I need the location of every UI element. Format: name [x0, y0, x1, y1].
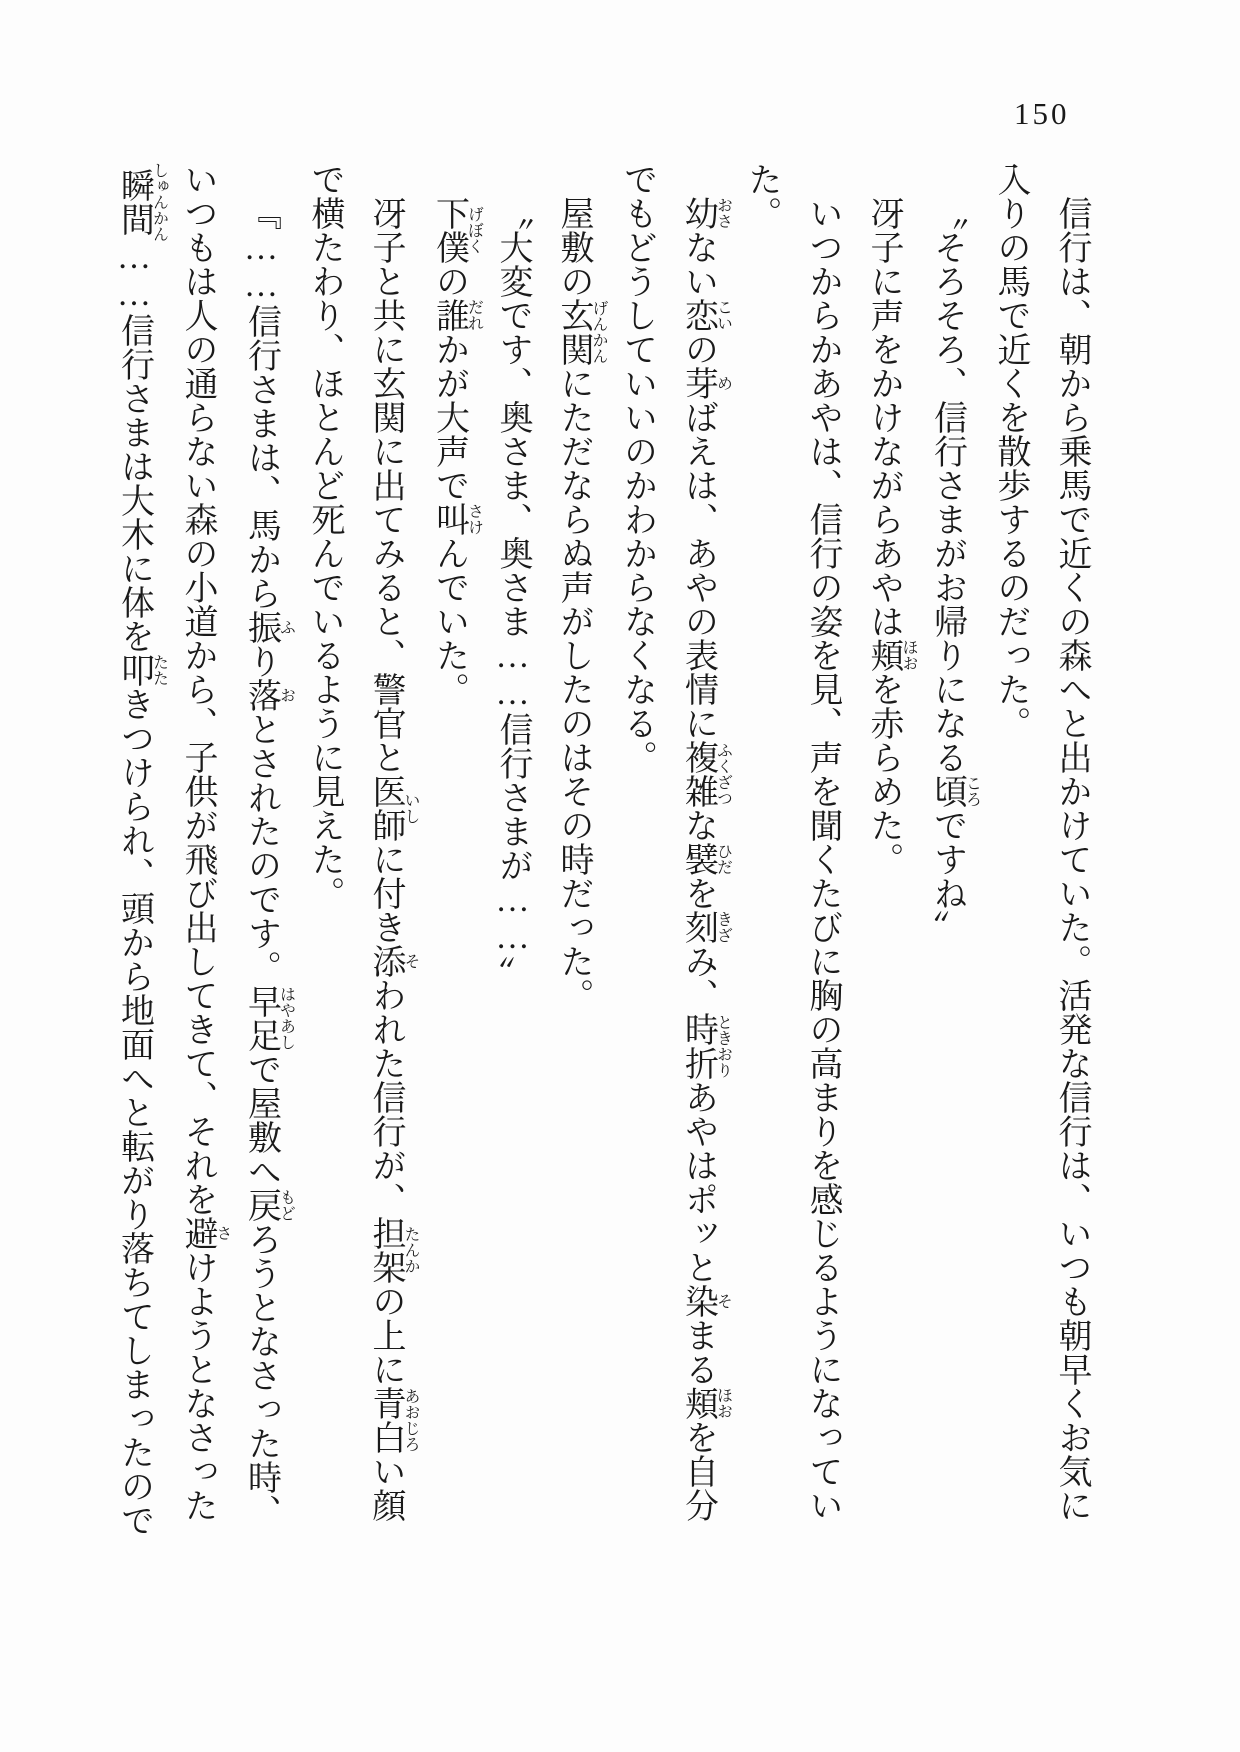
ruby-word: 頃ころ — [928, 774, 981, 808]
page-number: 150 — [1014, 96, 1070, 131]
text-line: いつもは人の通らない森の小道から、子供が飛び出してきて、それを避さけようとなさった — [179, 162, 231, 1522]
text-line: 〝そろそろ、信行さまがお帰りになる頃ころですね〟 — [928, 196, 981, 944]
text-line: 冴子に声をかけながらあやは頬ほおを赤らめた。 — [865, 196, 917, 876]
ruby-word: 下僕げぼく — [430, 196, 483, 264]
ruby-word: 医師いし — [367, 774, 419, 842]
furigana: ふくざつ — [714, 740, 732, 808]
ruby-word: 落お — [242, 678, 295, 712]
ruby-word: 幼おさ — [679, 196, 732, 230]
furigana: はやあし — [277, 984, 295, 1052]
ruby-word: 叩たた — [115, 653, 168, 687]
ruby-word: 添そ — [367, 944, 419, 978]
furigana: ころ — [963, 774, 981, 808]
furigana: さ — [214, 1216, 231, 1250]
furigana: げぼく — [465, 196, 483, 264]
ruby-word: 戻もど — [242, 1188, 295, 1222]
furigana: そ — [714, 1284, 732, 1318]
furigana: もど — [277, 1188, 295, 1222]
text-line: 信行は、朝から乗馬で近くの森へと出かけていた。活発な信行は、いつも朝早くお気に — [1053, 196, 1090, 1522]
ruby-word: 時折ときおり — [679, 1012, 732, 1080]
furigana: きざ — [714, 910, 732, 944]
furigana: いし — [402, 774, 419, 842]
ruby-word: 染そ — [679, 1284, 732, 1318]
furigana: あおじろ — [402, 1386, 419, 1454]
furigana: お — [277, 678, 295, 712]
ruby-word: 担架たんか — [367, 1216, 419, 1284]
ruby-word: 早足はやあし — [242, 984, 295, 1052]
furigana: そ — [402, 944, 419, 978]
text-line: 瞬間しゅんかん……信行さまは大木に体を叩たたきつけられ、頭から地面へと転がり落ちてしまったので — [115, 162, 168, 1537]
ruby-word: 瞬間しゅんかん — [115, 162, 168, 242]
text-line: 屋敷の玄関げんかんにただならぬ声がしたのはその時だった。 — [555, 196, 607, 1012]
furigana: ときおり — [714, 1012, 732, 1080]
ruby-word: 振ふ — [242, 610, 295, 644]
ruby-word: 刻きざ — [679, 910, 732, 944]
text-line: 〝大変です、奥さま、奥さま……信行さまが……〟 — [494, 196, 531, 990]
furigana: ほお — [714, 1386, 732, 1420]
ruby-word: 叫さけ — [430, 502, 483, 536]
text-line: 『……信行さまは、馬から振ふり落おとされたのです。早足はやあしで屋敷へ戻もどろうとなさった時、 — [242, 196, 295, 1528]
ruby-word: 恋こい — [679, 298, 732, 332]
text-line: いつからかあやは、信行の姿を見、声を聞くたびに胸の高まりを感じるようになってい — [804, 196, 841, 1522]
text-line: た。 — [743, 162, 780, 230]
text-line: でもどうしていいのかわからなくなる。 — [618, 162, 656, 774]
ruby-word: 芽め — [679, 366, 732, 400]
ruby-word: 青白あおじろ — [367, 1386, 419, 1454]
ruby-word: 頬ほお — [865, 638, 917, 672]
furigana: ほお — [900, 638, 917, 672]
ruby-word: 避さ — [179, 1216, 231, 1250]
furigana: ふ — [277, 610, 295, 644]
text-line: 幼おさない恋こいの芽めばえは、あやの表情に複雑ふくざつな襞ひだを刻きざみ、時折ときおりあやはポッと染そまる頬ほおを自分 — [679, 196, 732, 1522]
ruby-word: 頬ほお — [679, 1386, 732, 1420]
furigana: だれ — [465, 298, 483, 332]
text-line: で横たわり、ほとんど死んでいるように見えた。 — [306, 162, 343, 910]
furigana: たた — [150, 653, 168, 687]
furigana: ひだ — [714, 842, 732, 876]
ruby-word: 誰だれ — [430, 298, 483, 332]
ruby-word: 玄関げんかん — [555, 298, 607, 366]
furigana: げんかん — [590, 298, 607, 366]
text-line: 冴子と共に玄関に出てみると、警官と医師いしに付き添そわれた信行が、担架たんかの上に青白あおじろい顔 — [367, 196, 419, 1522]
furigana: こい — [714, 298, 732, 332]
furigana: おさ — [714, 196, 732, 230]
text-line: 下僕げぼくの誰だれかが大声で叫さけんでいた。 — [430, 196, 483, 706]
furigana: たんか — [402, 1216, 419, 1284]
ruby-word: 襞ひだ — [679, 842, 732, 876]
furigana: め — [714, 366, 732, 400]
text-block — [104, 162, 1103, 1582]
text-line: 入りの馬で近くを散歩するのだった。 — [992, 162, 1029, 740]
ruby-word: 複雑ふくざつ — [679, 740, 732, 808]
furigana: しゅんかん — [150, 162, 168, 242]
furigana: さけ — [465, 502, 483, 536]
